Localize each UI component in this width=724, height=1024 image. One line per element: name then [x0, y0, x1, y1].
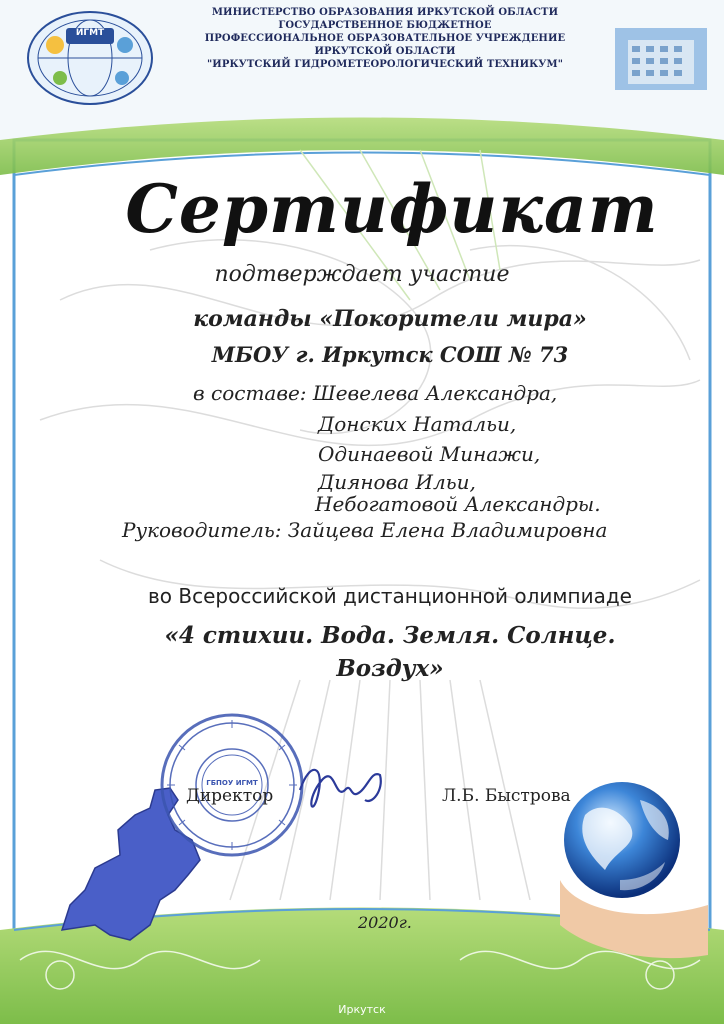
header-text — [170, 6, 600, 71]
team-name: команды «Покорители мира» — [193, 306, 587, 332]
director-role: Директор — [186, 786, 274, 806]
header-line: ПРОФЕССИОНАЛЬНОЕ ОБРАЗОВАТЕЛЬНОЕ УЧРЕЖДЕНИЕ — [204, 33, 566, 44]
members-intro: в составе: Шевелева Александра, — [193, 381, 558, 405]
event-name-line2: Воздух» — [336, 655, 444, 682]
header-line: "ИРКУТСКИЙ ГИДРОМЕТЕОРОЛОГИЧЕСКИЙ ТЕХНИКУМ" — [206, 59, 564, 70]
year-text: 2020г. — [358, 913, 412, 932]
stamp-text: ГБПОУ ИГМТ — [206, 779, 258, 787]
building-image — [615, 28, 707, 90]
director-name: Л.Б. Быстрова — [442, 786, 571, 806]
member-name: Донских Натальи, — [318, 412, 517, 436]
city-text: Иркутск — [338, 1003, 386, 1016]
leader-text: Руководитель: Зайцева Елена Владимировна — [122, 518, 608, 542]
event-intro: во Всероссийской дистанционной олимпиаде — [148, 584, 632, 608]
certificate-title: Сертификат — [125, 170, 659, 248]
member-name: Диянова Ильи, — [318, 470, 476, 494]
event-name-line1: «4 стихии. Вода. Земля. Солнце. — [164, 622, 616, 649]
member-name: Небогатовой Александры. — [315, 492, 601, 516]
school-name: МБОУ г. Иркутск СОШ № 73 — [211, 342, 569, 367]
header-line: МИНИСТЕРСТВО ОБРАЗОВАНИЯ ИРКУТСКОЙ ОБЛАСТИ — [211, 7, 559, 18]
confirms-text: подтверждает участие — [214, 262, 510, 287]
logo-text: ИГМТ — [75, 28, 105, 38]
header-line: ИРКУТСКОЙ ОБЛАСТИ — [314, 46, 456, 57]
header-line: ГОСУДАРСТВЕННОЕ БЮДЖЕТНОЕ — [278, 20, 492, 31]
member-name: Одинаевой Минажи, — [318, 442, 541, 466]
logo-icon — [28, 12, 152, 104]
